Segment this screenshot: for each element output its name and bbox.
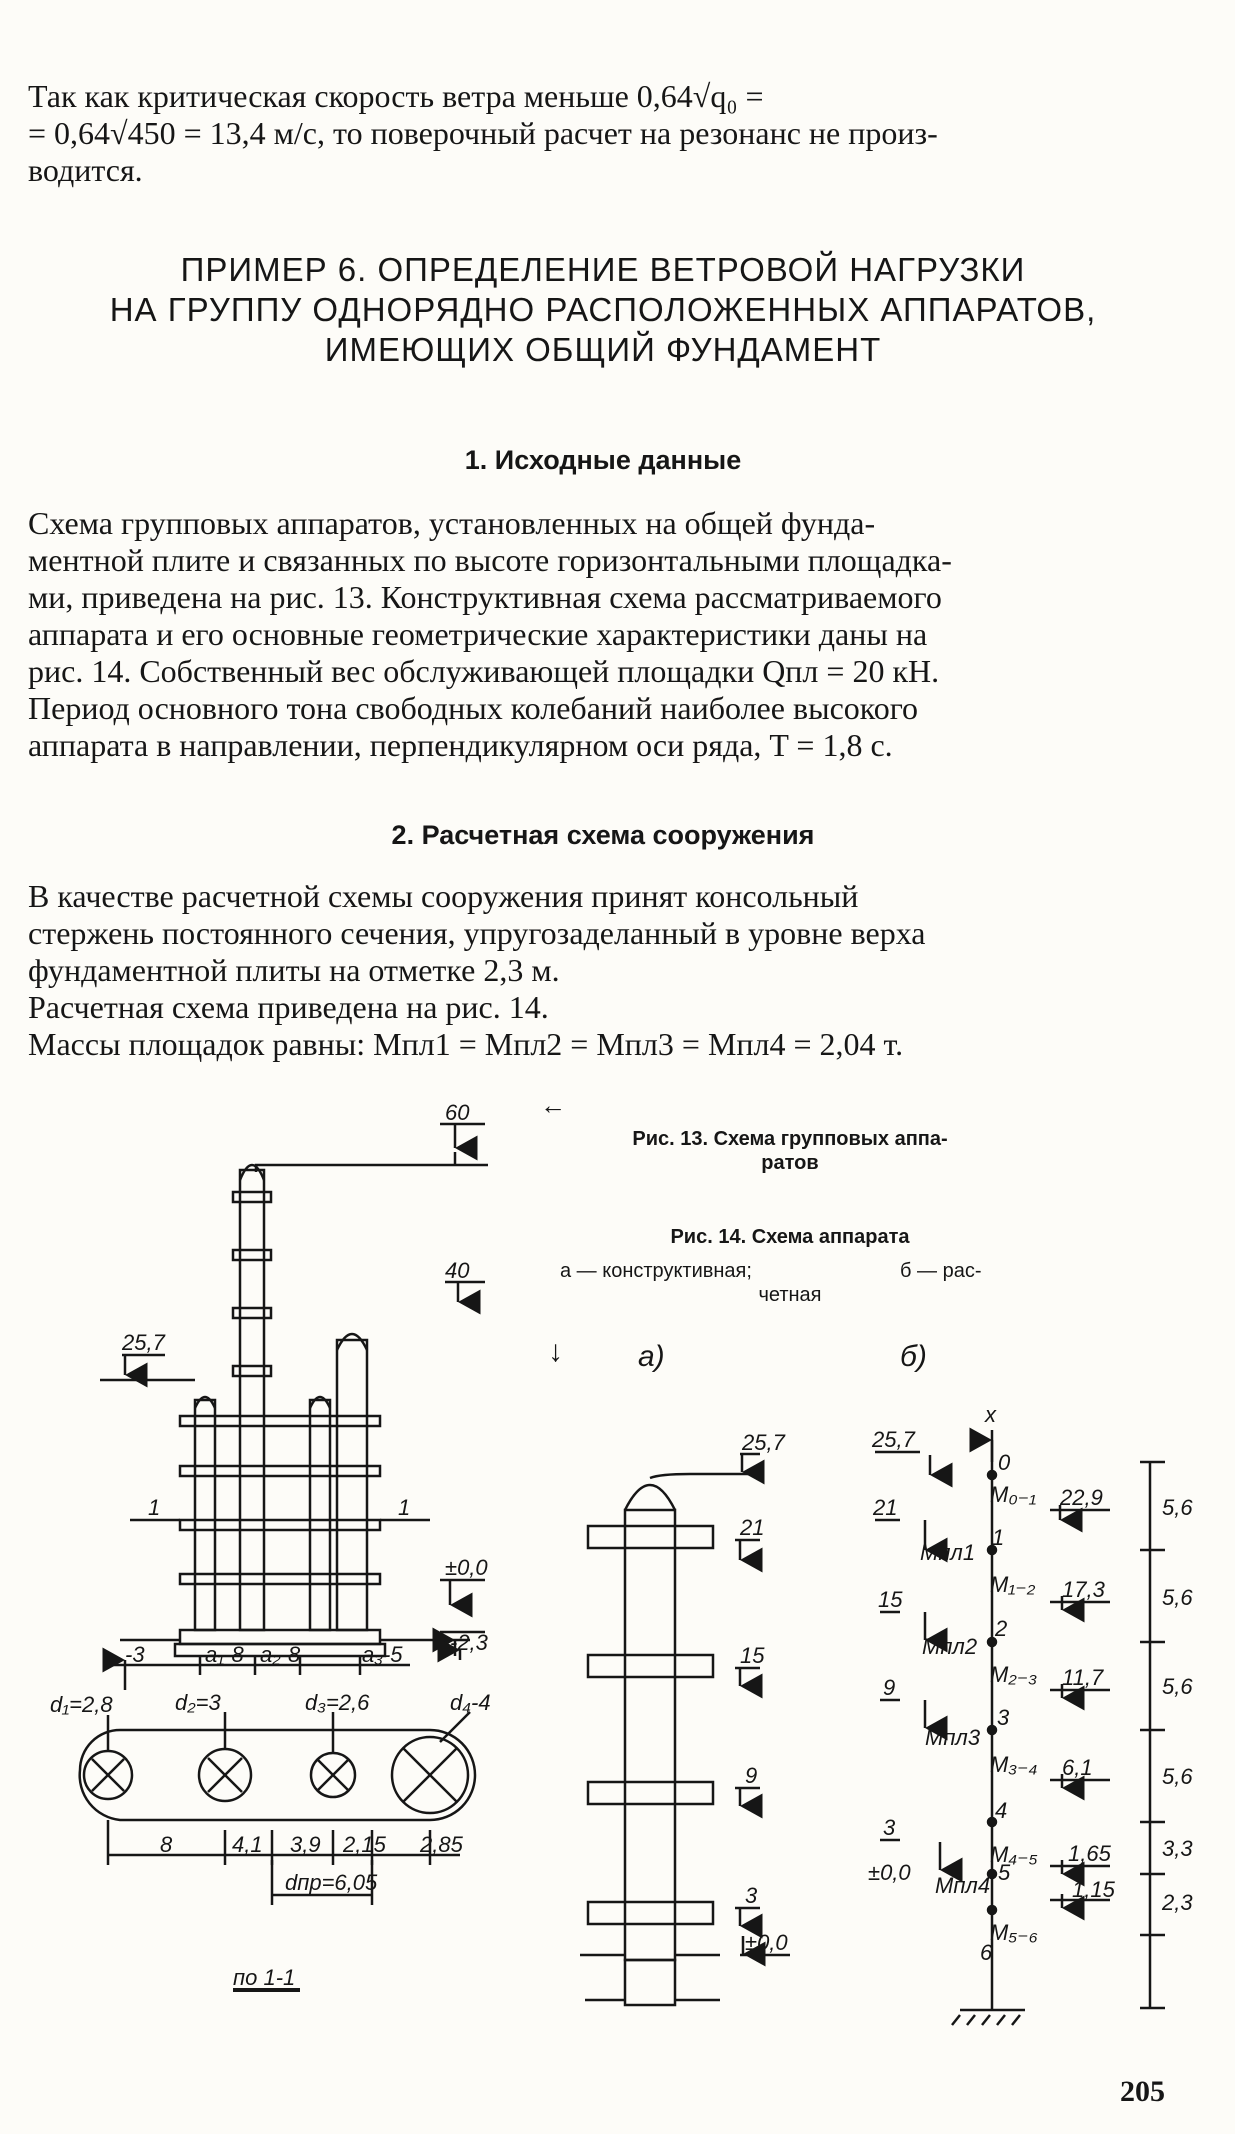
- fig14b-moment: M₀₋₁: [990, 1482, 1037, 1507]
- fig13-plan: [80, 1712, 475, 1990]
- fig14b-moment: M₂₋₃: [990, 1662, 1038, 1687]
- fig14b-dim: 5,6: [1162, 1764, 1193, 1789]
- fig14b-left-elev: 15: [878, 1587, 903, 1612]
- fig13-caption-line1: Рис. 13. Схема групповых аппа-: [632, 1128, 948, 1150]
- text-line: Так как критическая скорость ветра меньше 0,64√q₀ =: [28, 78, 764, 114]
- fig14b-left-elev: 9: [883, 1675, 896, 1700]
- fig14-caption: Рис. 14. Схема аппарата: [670, 1226, 910, 1248]
- fig14b-node: 4: [995, 1798, 1008, 1823]
- fig14b-node: 3: [997, 1705, 1010, 1730]
- example-heading: [28, 250, 1178, 370]
- fig14b-right-elev: 6,1: [1062, 1755, 1093, 1780]
- text-line: В качестве расчетной схемы сооружения принят консольный: [28, 878, 859, 914]
- fig14a-elev: 15: [740, 1643, 765, 1668]
- fig14b-node: 1: [992, 1525, 1005, 1550]
- fig14b-right-elev: 11,7: [1062, 1665, 1104, 1690]
- fig14b-right-elev: 22,9: [1060, 1485, 1103, 1510]
- fig13-plan-label: по 1-1: [233, 1965, 296, 1990]
- page-number: 205: [1120, 2075, 1165, 2108]
- fig13-section-mark-right: 1: [398, 1495, 411, 1520]
- fig13-section-mark-left: 1: [148, 1495, 161, 1520]
- fig14b-axis-label: x: [985, 1402, 996, 1427]
- heading-line: ИМЕЮЩИХ ОБЩИЙ ФУНДАМЕНТ: [324, 331, 882, 368]
- section1-title: 1. Исходные данные: [464, 445, 742, 475]
- fig14b-left-elev: ±0,0: [868, 1860, 911, 1885]
- fig13-elev-60: 60: [445, 1100, 470, 1125]
- heading-line: НА ГРУППУ ОДНОРЯДНО РАСПОЛОЖЕННЫХ АППАРАТОВ,: [109, 291, 1097, 328]
- fig13-diameter: d₂=3: [175, 1690, 221, 1715]
- text-line: Массы площадок равны: Mпл1 = Mпл2 = Mпл3 = Mпл4 = 2,04 т.: [28, 1026, 904, 1062]
- fig14b-left-elev: 21: [873, 1495, 898, 1520]
- fig14-label-a: а): [638, 1340, 665, 1373]
- text-line: стержень постоянного сечения, упругозаделанный в уровне верха: [28, 915, 926, 951]
- fig13-plan-dim: 2,15: [343, 1832, 386, 1857]
- fig14b-moment: M₁₋₂: [990, 1572, 1036, 1597]
- fig13-spacing: -3: [125, 1642, 145, 1667]
- fig14b-mass: Mпл2: [922, 1634, 978, 1659]
- fig14b-mass: Mпл1: [920, 1540, 976, 1565]
- fig14b-moment: M₃₋₄: [990, 1752, 1038, 1777]
- fig14b-dim: 3,3: [1162, 1836, 1193, 1861]
- text-line: аппарата и его основные геометрические характеристики даны на: [28, 616, 928, 652]
- fig13-diameter: d₃=2,6: [305, 1690, 370, 1715]
- fig13-plan-dim: 4,1: [232, 1832, 263, 1857]
- figures: [0, 1090, 1235, 2090]
- fig14-label-b: б): [900, 1340, 927, 1373]
- fig13-elevation: [100, 1124, 488, 1690]
- fig13-diameter: d₄-4: [450, 1690, 491, 1715]
- fig13-spacing: a₂-8: [260, 1642, 301, 1667]
- text-line: водится.: [28, 152, 143, 188]
- text-line: фундаментной плиты на отметке 2,3 м.: [28, 952, 560, 988]
- fig14a-elev: 25,7: [742, 1430, 785, 1455]
- text-line: ми, приведена на рис. 13. Конструктивная схема рассматриваемого: [28, 579, 942, 615]
- fig14b-node: 2: [995, 1616, 1008, 1641]
- fig13-dpr: dпр=6,05: [285, 1870, 378, 1895]
- fig14b-right-elev: 1,15: [1072, 1877, 1115, 1902]
- fig14b-left-elev: 3: [883, 1815, 896, 1840]
- fig13-spacing: a₁-8: [205, 1642, 244, 1667]
- arrow-left-icon: ←: [540, 1090, 566, 1120]
- fig13-caption-line2: ратов: [761, 1152, 819, 1174]
- fig14-caption-b: б — рас-: [900, 1260, 982, 1282]
- fig13-elev-0: ±0,0: [445, 1555, 488, 1580]
- arrow-down-icon: ↓: [548, 1335, 563, 1368]
- fig13-spacing: a₃-5: [362, 1642, 403, 1667]
- fig14b-node: 5: [998, 1860, 1011, 1885]
- fig13-elev-25-7: 25,7: [122, 1330, 165, 1355]
- fig14b-mass: Mпл4: [935, 1873, 991, 1898]
- fig14a-elev: 3: [745, 1883, 758, 1908]
- fig14a-elev: ±0,0: [745, 1930, 788, 1955]
- fig14a-elev: 9: [745, 1763, 758, 1788]
- fig14b-node: 6: [980, 1940, 993, 1965]
- fig14b-moment: M₅₋₆: [990, 1920, 1038, 1945]
- fig14b-moment: M₄₋₅: [990, 1842, 1038, 1867]
- heading-line: ПРИМЕР 6. ОПРЕДЕЛЕНИЕ ВЕТРОВОЙ НАГРУЗКИ: [180, 251, 1026, 288]
- fig14-caption-a: а — конструктивная;: [560, 1260, 752, 1282]
- fig14b-dim: 5,6: [1162, 1674, 1193, 1699]
- fig13-diameter: d₁=2,8: [50, 1692, 113, 1717]
- fig13-plan-dim: 3,9: [290, 1832, 321, 1857]
- fig14-caption-b2: четная: [758, 1284, 822, 1306]
- fig14b-right-elev: 17,3: [1062, 1577, 1105, 1602]
- text-line: = 0,64√450 = 13,4 м/с, то поверочный расчет на резонанс не произ-: [28, 115, 938, 151]
- text-line: ментной плите и связанных по высоте горизонтальными площадка-: [28, 542, 952, 578]
- text-line: аппарата в направлении, перпендикулярном оси ряда, T = 1,8 с.: [28, 727, 893, 763]
- fig14b-dim: 2,3: [1162, 1890, 1193, 1915]
- fig13-elev-minus: -2,3: [450, 1630, 488, 1655]
- section2-paragraph: [28, 878, 1178, 1063]
- text-line: рис. 14. Собственный вес обслуживающей площадки Qпл = 20 кН.: [28, 653, 940, 689]
- fig14b-dim: 5,6: [1162, 1495, 1193, 1520]
- fig14b-right-elev: 1,65: [1068, 1841, 1111, 1866]
- fig14b-mass: Mпл3: [925, 1725, 981, 1750]
- fig14a-elev: 21: [740, 1515, 765, 1540]
- text-line: Период основного тона свободных колебаний наиболее высокого: [28, 690, 919, 726]
- fig13-elev-40: 40: [445, 1258, 470, 1283]
- text-line: Схема групповых аппаратов, установленных на общей фунда-: [28, 505, 876, 541]
- fig14b-left-elev: 25,7: [872, 1427, 915, 1452]
- fig14b-node: 0: [998, 1450, 1011, 1475]
- fig13-plan-dim: 2,85: [420, 1832, 463, 1857]
- section2-title: 2. Расчетная схема сооружения: [391, 820, 815, 850]
- fig13-plan-dim: 8: [160, 1832, 173, 1857]
- fig14b-dim: 5,6: [1162, 1585, 1193, 1610]
- section1-paragraph: [28, 505, 1178, 764]
- text-line: Расчетная схема приведена на рис. 14.: [28, 989, 549, 1025]
- intro-paragraph: [28, 78, 1178, 189]
